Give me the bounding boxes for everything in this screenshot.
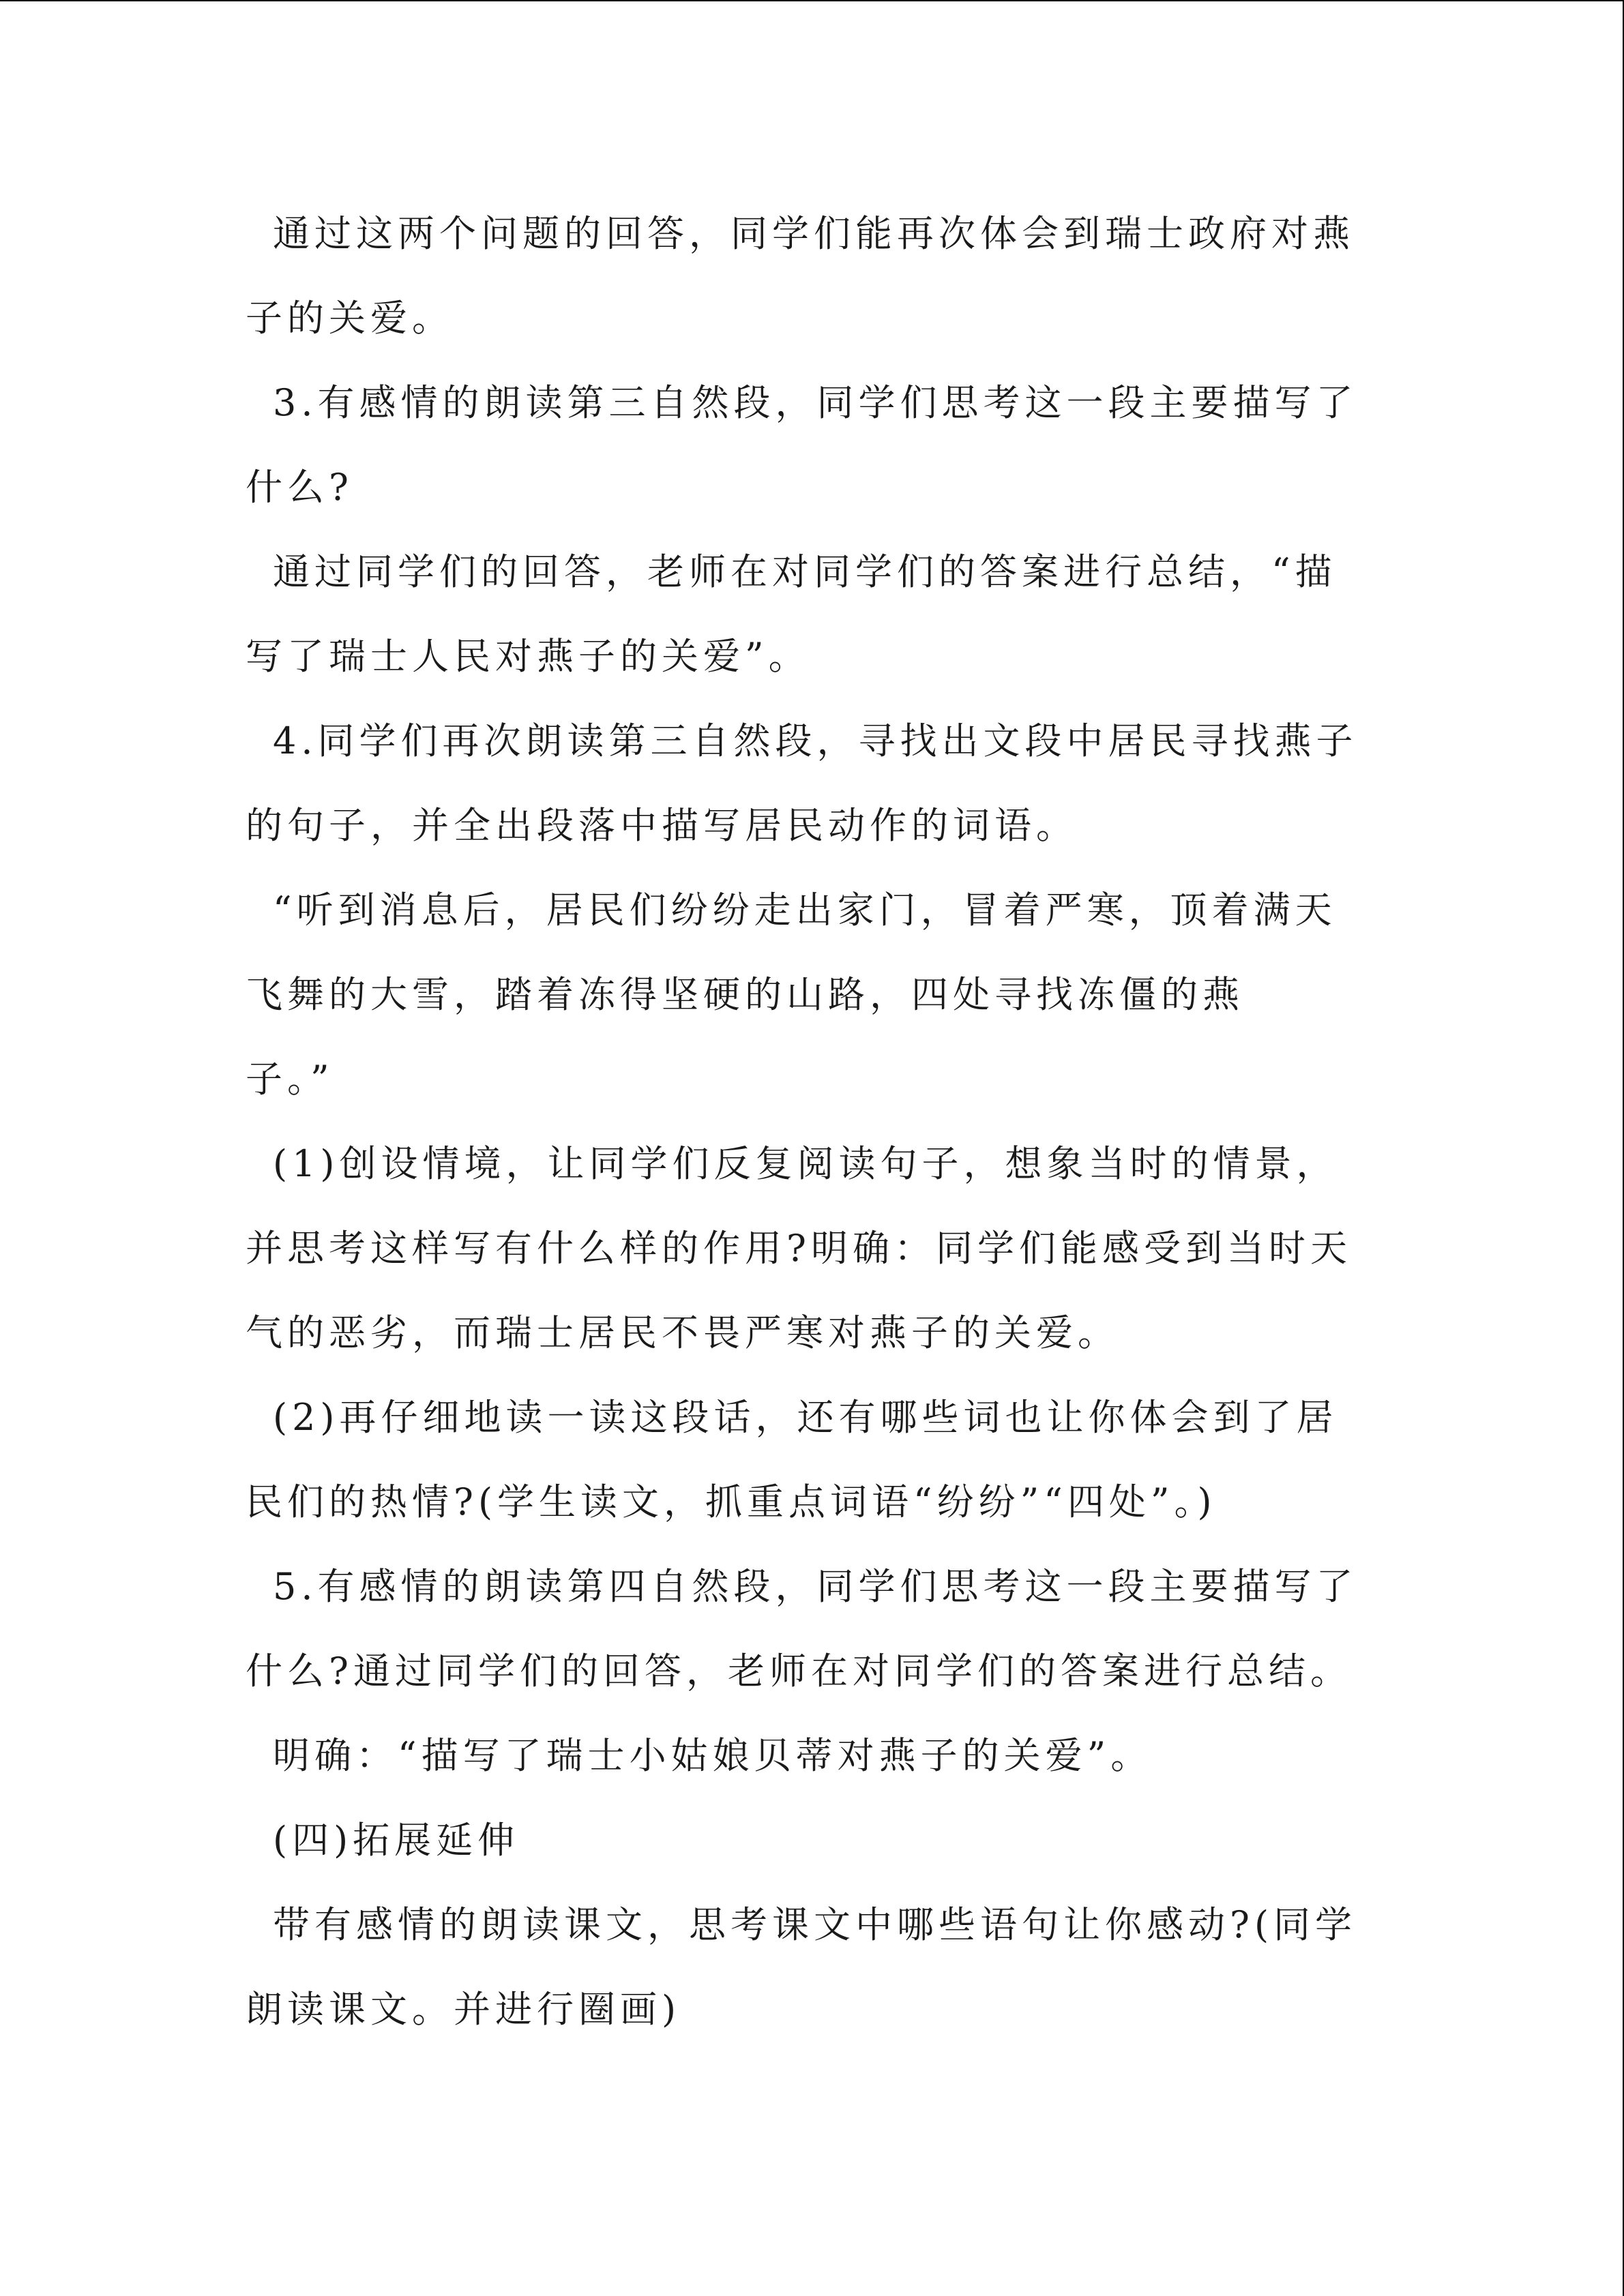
text-line: 民们的热情?(学生读文，抓重点词语“纷纷”“四处”。) — [246, 1480, 1217, 1523]
text-line: 什么?通过同学们的回答，老师在对同学们的答案进行总结。 — [246, 1650, 1352, 1693]
text-line: (2)再仔细地读一读这段话，还有哪些词也让你体会到了居 — [273, 1396, 1338, 1439]
text-line: 什么? — [246, 466, 353, 509]
document-body — [246, 213, 1378, 2073]
text-line: 明确：“描写了瑞士小姑娘贝蒂对燕子的关爱”。 — [273, 1734, 1153, 1777]
text-line: (四)拓展延伸 — [273, 1819, 520, 1862]
text-line: 飞舞的大雪，踏着冻得坚硬的山路，四处寻找冻僵的燕 — [246, 973, 1244, 1016]
text-line: (1)创设情境，让同学们反复阅读句子，想象当时的情景， — [273, 1142, 1338, 1185]
text-line: 写了瑞士人民对燕子的关爱”。 — [246, 635, 810, 678]
text-line: 3.有感情的朗读第三自然段，同学们思考这一段主要描写了 — [273, 381, 1358, 424]
text-line: 子的关爱。 — [246, 297, 454, 340]
text-line: 朗读课文。并进行圈画) — [246, 1988, 681, 2031]
text-line: 气的恶劣，而瑞士居民不畏严寒对燕子的关爱。 — [246, 1311, 1119, 1354]
text-line: 通过这两个问题的回答，同学们能再次体会到瑞士政府对燕 — [273, 212, 1355, 255]
text-line: 带有感情的朗读课文，思考课文中哪些语句让你感动?(同学 — [273, 1903, 1357, 1946]
text-line: “听到消息后，居民们纷纷走出家门，冒着严寒，顶着满天 — [273, 889, 1337, 931]
text-line: 的句子，并全出段落中描写居民动作的词语。 — [246, 804, 1078, 847]
text-line: 通过同学们的回答，老师在对同学们的答案进行总结，“描 — [273, 550, 1337, 593]
text-line: 4.同学们再次朗读第三自然段，寻找出文段中居民寻找燕子 — [273, 719, 1358, 762]
text-line: 5.有感情的朗读第四自然段，同学们思考这一段主要描写了 — [273, 1565, 1358, 1608]
text-line: 子。” — [246, 1058, 334, 1101]
text-line: 并思考这样写有什么样的作用?明确：同学们能感受到当时天 — [246, 1227, 1352, 1270]
